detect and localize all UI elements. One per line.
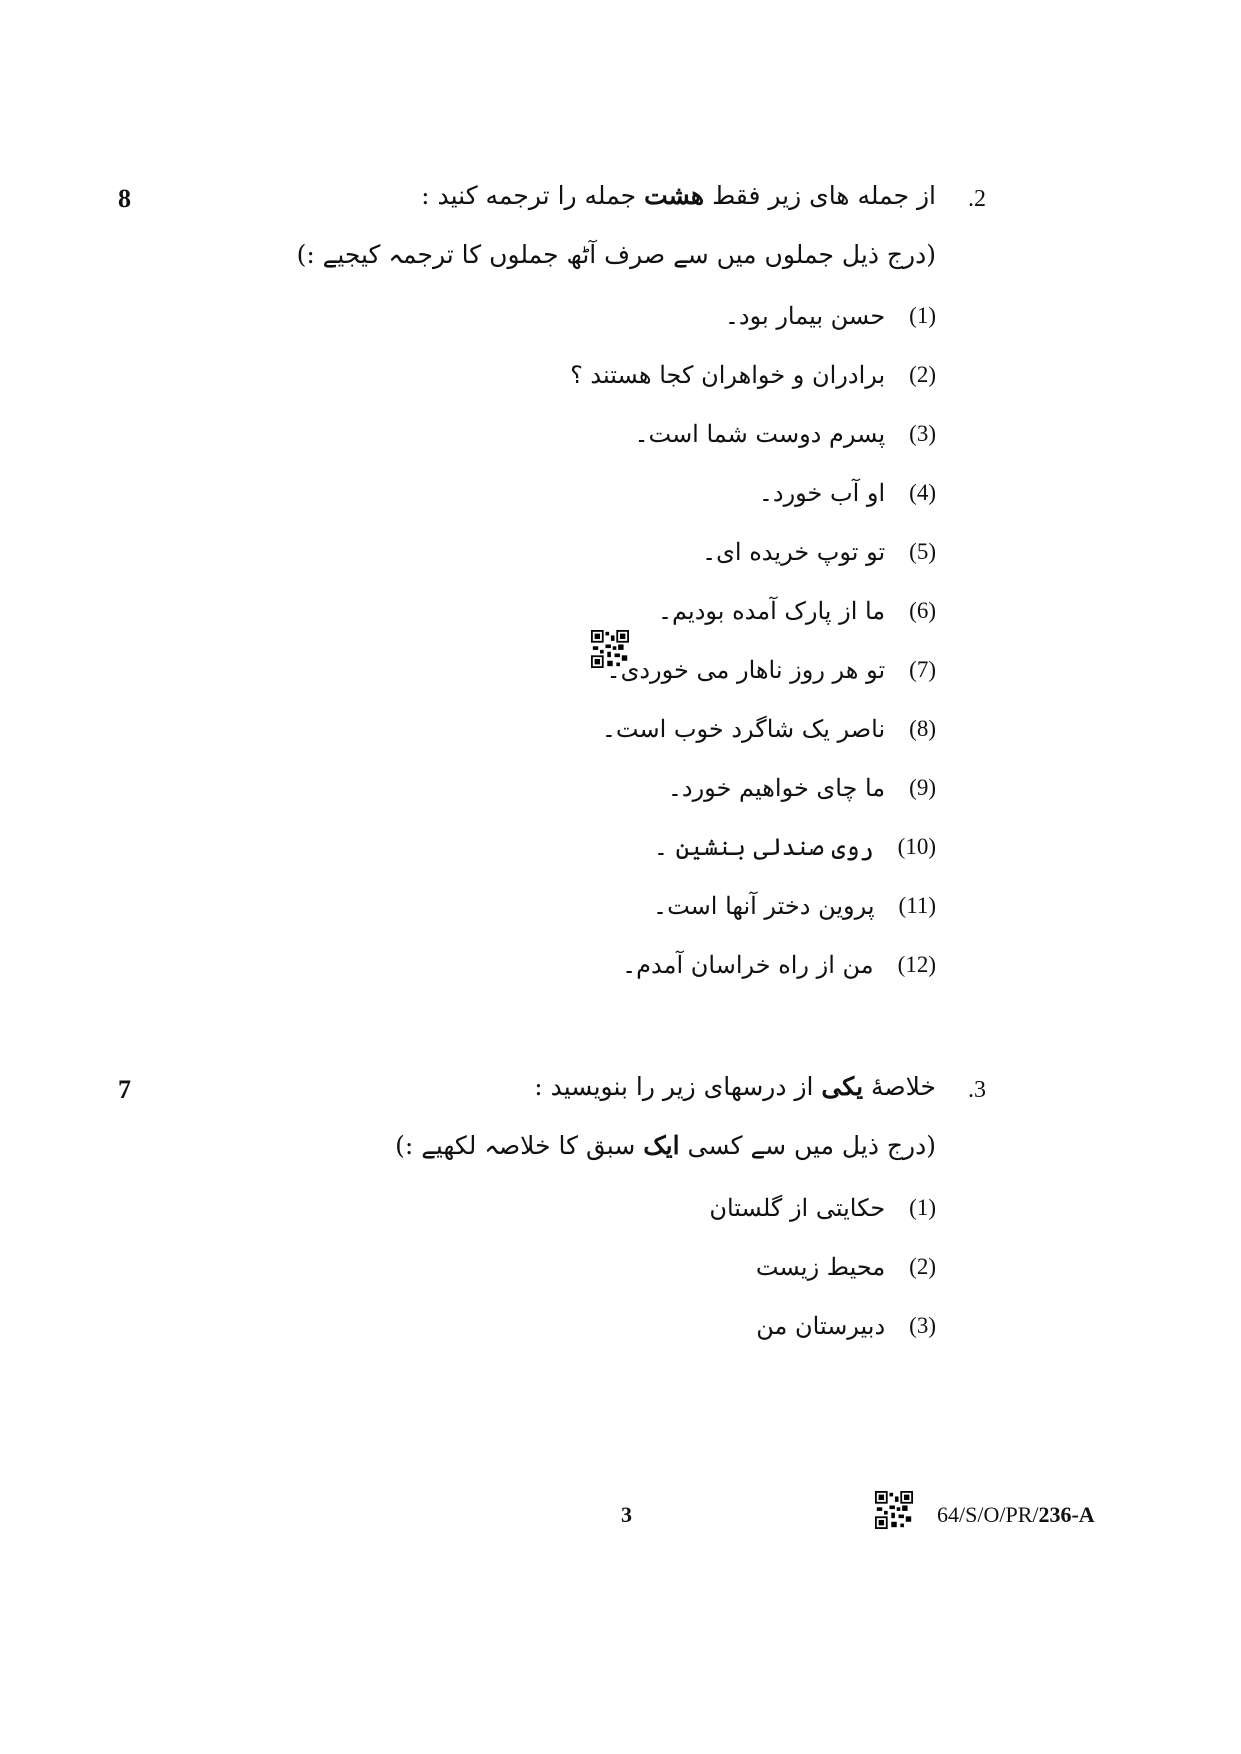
q2-item-text: من از راه خراسان آمدم۔ xyxy=(622,951,874,979)
q2-item xyxy=(602,715,936,743)
q3-item-number: (2) xyxy=(909,1254,936,1279)
q2-item-number: (12) xyxy=(897,952,936,977)
q2-item-text: روی صندلی بنشین ۔ xyxy=(653,833,874,861)
q2-item-text: تو هر روز ناهار می خوردی۔ xyxy=(606,656,886,684)
q3-title xyxy=(534,1072,936,1101)
q2-item xyxy=(607,656,937,684)
q3-subtitle-part-b: سبق کا خلاصہ لکھیے :) xyxy=(395,1131,636,1160)
q2-item-number: (6) xyxy=(909,598,936,623)
q2-number: .2 xyxy=(968,186,986,212)
q2-item-number: (4) xyxy=(909,480,936,505)
q3-item-number: (1) xyxy=(909,1195,936,1220)
q2-title-bold: هشت xyxy=(644,181,705,210)
q2-item xyxy=(570,361,936,389)
q2-item xyxy=(653,892,936,920)
paper-code xyxy=(937,1502,1095,1528)
q2-item-number: (11) xyxy=(898,893,936,918)
q3-item xyxy=(756,1253,936,1281)
page-number: 3 xyxy=(621,1502,632,1527)
paper-code-prefix: 64/S/O/PR/ xyxy=(937,1502,1039,1527)
q2-item xyxy=(702,538,936,566)
q3-item-text: دبیرستان من xyxy=(756,1312,886,1340)
q2-item-text: او آب خورد۔ xyxy=(758,479,886,507)
q2-item-text: ما از پارک آمده بودیم۔ xyxy=(657,597,886,625)
q2-item xyxy=(622,951,936,979)
q3-item-text: محیط زیست xyxy=(755,1253,886,1281)
q2-item-text: برادران و خواهران کجا هستند ؟ xyxy=(570,361,886,389)
q2-item-number: (5) xyxy=(909,539,936,564)
qr-code-icon xyxy=(875,1491,913,1529)
q3-subtitle-bold: ایک xyxy=(643,1131,680,1160)
q2-item-number: (9) xyxy=(909,775,936,800)
q3-item-text: حکایتی از گلستان xyxy=(709,1194,886,1222)
q3-item-number: (3) xyxy=(909,1313,936,1338)
q2-item-text: پسرم دوست شما است۔ xyxy=(634,420,886,448)
q2-item xyxy=(634,420,936,448)
q2-item-text: پروین دختر آنها است۔ xyxy=(653,892,875,920)
q2-item-number: (8) xyxy=(909,716,936,741)
q3-item xyxy=(756,1312,936,1340)
q3-title-part-a: خلاصهٔ xyxy=(870,1072,936,1101)
q2-marks: 8 xyxy=(118,184,131,213)
q3-number: .3 xyxy=(968,1077,986,1103)
q2-item-number: (1) xyxy=(909,303,936,328)
q2-item-number: (2) xyxy=(909,362,936,387)
q2-title-part-b: جمله را ترجمه کنید : xyxy=(421,181,637,210)
paper-code-bold: 236-A xyxy=(1038,1502,1095,1527)
q2-item-number: (10) xyxy=(897,834,936,859)
q3-title-bold: یکی xyxy=(821,1072,864,1101)
q3-subtitle-part-a: (درج ذیل میں سے کسی xyxy=(687,1131,936,1160)
q3-title-part-b: از درسهای زیر را بنویسید : xyxy=(534,1072,814,1101)
q2-item-text: ما چای خواهیم خورد۔ xyxy=(667,774,886,802)
q2-title xyxy=(421,181,936,210)
q2-item-number: (7) xyxy=(909,657,936,682)
q2-subtitle: (درج ذیل جملوں میں سے صرف آٹھ جملوں کا ترجمہ کیجیے :) xyxy=(296,240,936,269)
q2-item xyxy=(759,479,936,507)
q2-item xyxy=(668,774,936,802)
q2-title-part-a: از جمله های زیر فقط xyxy=(712,181,936,210)
q2-item-number: (3) xyxy=(909,421,936,446)
q2-item-text: تو توپ خریده ای۔ xyxy=(702,538,886,566)
q2-item-text: حسن بیمار بود۔ xyxy=(724,302,886,330)
q2-item xyxy=(725,302,936,330)
q2-item-text: ناصر یک شاگرد خوب است۔ xyxy=(601,715,886,743)
q2-item xyxy=(654,833,936,861)
q3-subtitle xyxy=(395,1131,936,1160)
q3-marks: 7 xyxy=(118,1075,131,1104)
q2-item xyxy=(658,597,936,625)
q3-item xyxy=(709,1194,936,1222)
